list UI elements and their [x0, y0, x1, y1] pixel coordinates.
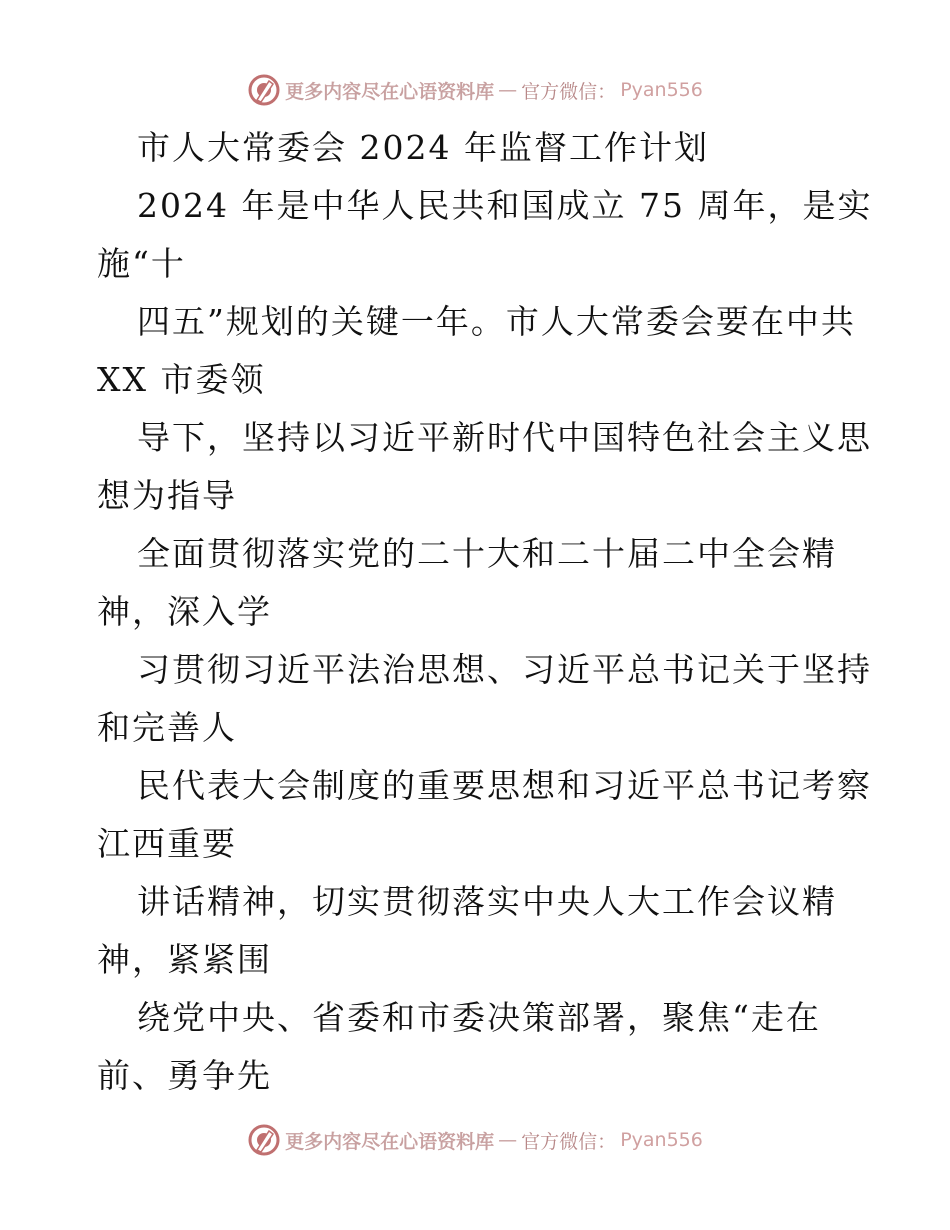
- text-line: XX 市委领: [97, 360, 266, 399]
- text-line: 2024 年是中华人民共和国成立 75 周年，是实: [137, 186, 873, 225]
- text-line: 绕党中央、省委和市委决策部署，聚焦“走在: [137, 998, 821, 1037]
- text-line: 四五”规划的关键一年。市人大常委会要在中共: [137, 302, 856, 341]
- text-line: 施“十: [97, 244, 186, 283]
- watermark-text: 更多内容尽在心语资料库: [285, 80, 495, 103]
- pen-logo-icon: [247, 73, 281, 107]
- watermark-separator: —: [498, 79, 518, 101]
- watermark-label: 官方微信：: [521, 1130, 617, 1153]
- text-line: 讲话精神，切实贯彻落实中央人大工作会议精: [137, 882, 837, 921]
- watermark-id: Pyan556: [620, 1129, 703, 1151]
- watermark-id: Pyan556: [620, 79, 703, 101]
- watermark-separator: —: [498, 1129, 518, 1151]
- pen-logo-icon: [247, 1123, 281, 1157]
- text-line: 想为指导: [97, 476, 237, 515]
- text-line: 前、勇争先: [97, 1056, 272, 1095]
- footer-watermark: [0, 1120, 950, 1160]
- watermark-text: 更多内容尽在心语资料库: [285, 1130, 495, 1153]
- document-title: 市人大常委会 2024 年监督工作计划: [137, 128, 709, 167]
- text-line: 江西重要: [97, 824, 237, 863]
- text-line: 神，深入学: [97, 592, 272, 631]
- watermark-label: 官方微信：: [521, 80, 617, 103]
- text-line: 导下，坚持以习近平新时代中国特色社会主义思: [137, 418, 872, 457]
- text-line: 和完善人: [97, 708, 237, 747]
- text-line: 民代表大会制度的重要思想和习近平总书记考察: [137, 766, 872, 805]
- text-line: 神，紧紧围: [97, 940, 272, 979]
- header-watermark: [0, 70, 950, 110]
- text-line: 全面贯彻落实党的二十大和二十届二中全会精: [137, 534, 837, 573]
- text-line: 习贯彻习近平法治思想、习近平总书记关于坚持: [137, 650, 872, 689]
